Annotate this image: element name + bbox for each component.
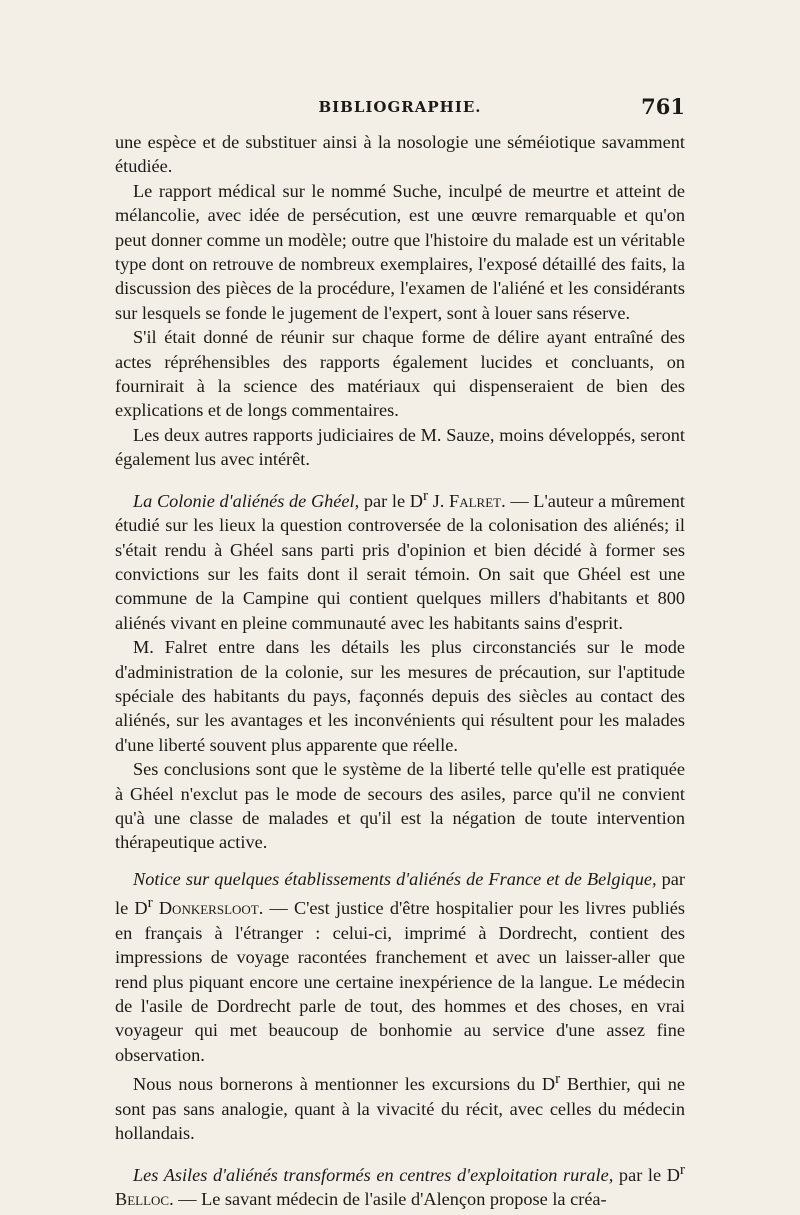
entry-text: — Le savant médecin de l'asile d'Alençon propose la créa- — [173, 1189, 607, 1210]
entry-text: — L'auteur a mûrement étudié sur les lieux la question controversée de la colonisation des aliénés; il s'était rendu à Ghéel sans parti pris d'opinion et bien décidé à former ses convictions sur les faits dont il serait témoin. On sait que Ghéel est une commune de la Campine qui contient quelques millers d'habitants et 800 aliénés vivant en pleine communauté avec les habitants sains d'esprit. — [115, 490, 685, 633]
entry-title: Notice sur quelques établissements d'aliénés de France et de Belgique, — [133, 868, 657, 889]
body-text — [115, 130, 685, 1211]
page-number: 761 — [641, 94, 685, 119]
paragraph-conclusions: Ses conclusions sont que le système de la liberté telle qu'elle est pratiquée à Ghéel n'exclut pas le mode de secours des asiles, parce qu'il ne convient qu'à une classe de malades et qu'il est la négation de toute intervention thérapeutique active. — [115, 759, 685, 853]
entry-author: Belloc. — [115, 1189, 174, 1210]
paragraph-suche-report: Le rapport médical sur le nommé Suche, inculpé de meurtre et atteint de mélancolie, avec idée de persécution, est une œuvre remarquable et qu'on peut donner comme un modèle; outre que l'histoire du malade est un véritable type dont on retrouve de nombreux exemplaires, l'exposé détaillé des faits, la discussion des pièces de la procédure, l'examen de l'aliéné et les considérants sur lesquels se fonde le jugement de l'expert, sont à louer sans réserve. — [115, 180, 685, 323]
entry-asiles-rural — [115, 1158, 685, 1212]
text-segment: Nous nous bornerons à mentionner les excursions du D — [133, 1074, 556, 1095]
entry-title: La Colonie d'aliénés de Ghéel, — [133, 490, 360, 511]
entry-author: Donkersloot. — [152, 898, 264, 919]
running-title: BIBLIOGRAPHIE. — [318, 98, 482, 116]
text-sup: r — [555, 1070, 561, 1088]
text-segment: Berthier, qui ne sont pas sans analogie, quant à la vivacité du récit, avec celles du médecin hollandais. — [115, 1074, 686, 1144]
paragraph-continuation: une espèce et de substituer ainsi à la nosologie une séméiotique savamment étudiée. — [115, 132, 685, 177]
entry-author: J. Falret. — [428, 490, 506, 511]
entry-gheel-colony — [115, 484, 685, 636]
entry-title: Les Asiles d'aliénés transformés en centres d'exploitation rurale, — [133, 1164, 614, 1185]
paragraph-sauze-reports: Les deux autres rapports judiciaires de M. Sauze, moins développés, seront également lus avec intérêt. — [115, 424, 685, 470]
entry-text: — C'est justice d'être hospitalier pour les livres publiés en français à l'étranger : celui-ci, imprimé à Dordrecht, contient des impressions de voyage racontées franchement et avec un laisser-aller que rend plus piquant encore une certaine inexpérience de la langue. Le médecin de l'asile de Dordrecht parle de tout, des hommes et des choses, en vrai voyageur qui met beaucoup de bonhomie au service d'une assez fine observation. — [115, 898, 686, 1065]
entry-sup: r — [422, 486, 429, 504]
entry-sup: r — [147, 894, 153, 912]
entry-by: par le D — [613, 1164, 680, 1185]
paragraph-berthier — [115, 1067, 685, 1145]
entry-by: par le D — [115, 868, 685, 919]
paragraph-delire-reports: S'il était donné de réunir sur chaque forme de délire ayant entraîné des actes répréhensibles des rapports également lucides et concluants, on fournirait à la science des matériaux qui dispenseraient de bien des explications et de longs commentaires. — [115, 327, 685, 421]
entry-notice-establishments — [115, 867, 685, 1067]
entry-by: par le D — [359, 490, 423, 511]
entry-sup: r — [679, 1160, 685, 1178]
page-header — [115, 94, 685, 128]
paragraph-falret-details: M. Falret entre dans les détails les plus circonstanciés sur le mode d'administration de la colonie, sur les mesures de précaution, sur l'aptitude spéciale des habitants du pays, façonnés depuis des siècles au contact des aliénés, sur les avantages et les inconvénients qui résultent pour les malades d'une liberté souvent plus apparente que réelle. — [115, 637, 685, 755]
